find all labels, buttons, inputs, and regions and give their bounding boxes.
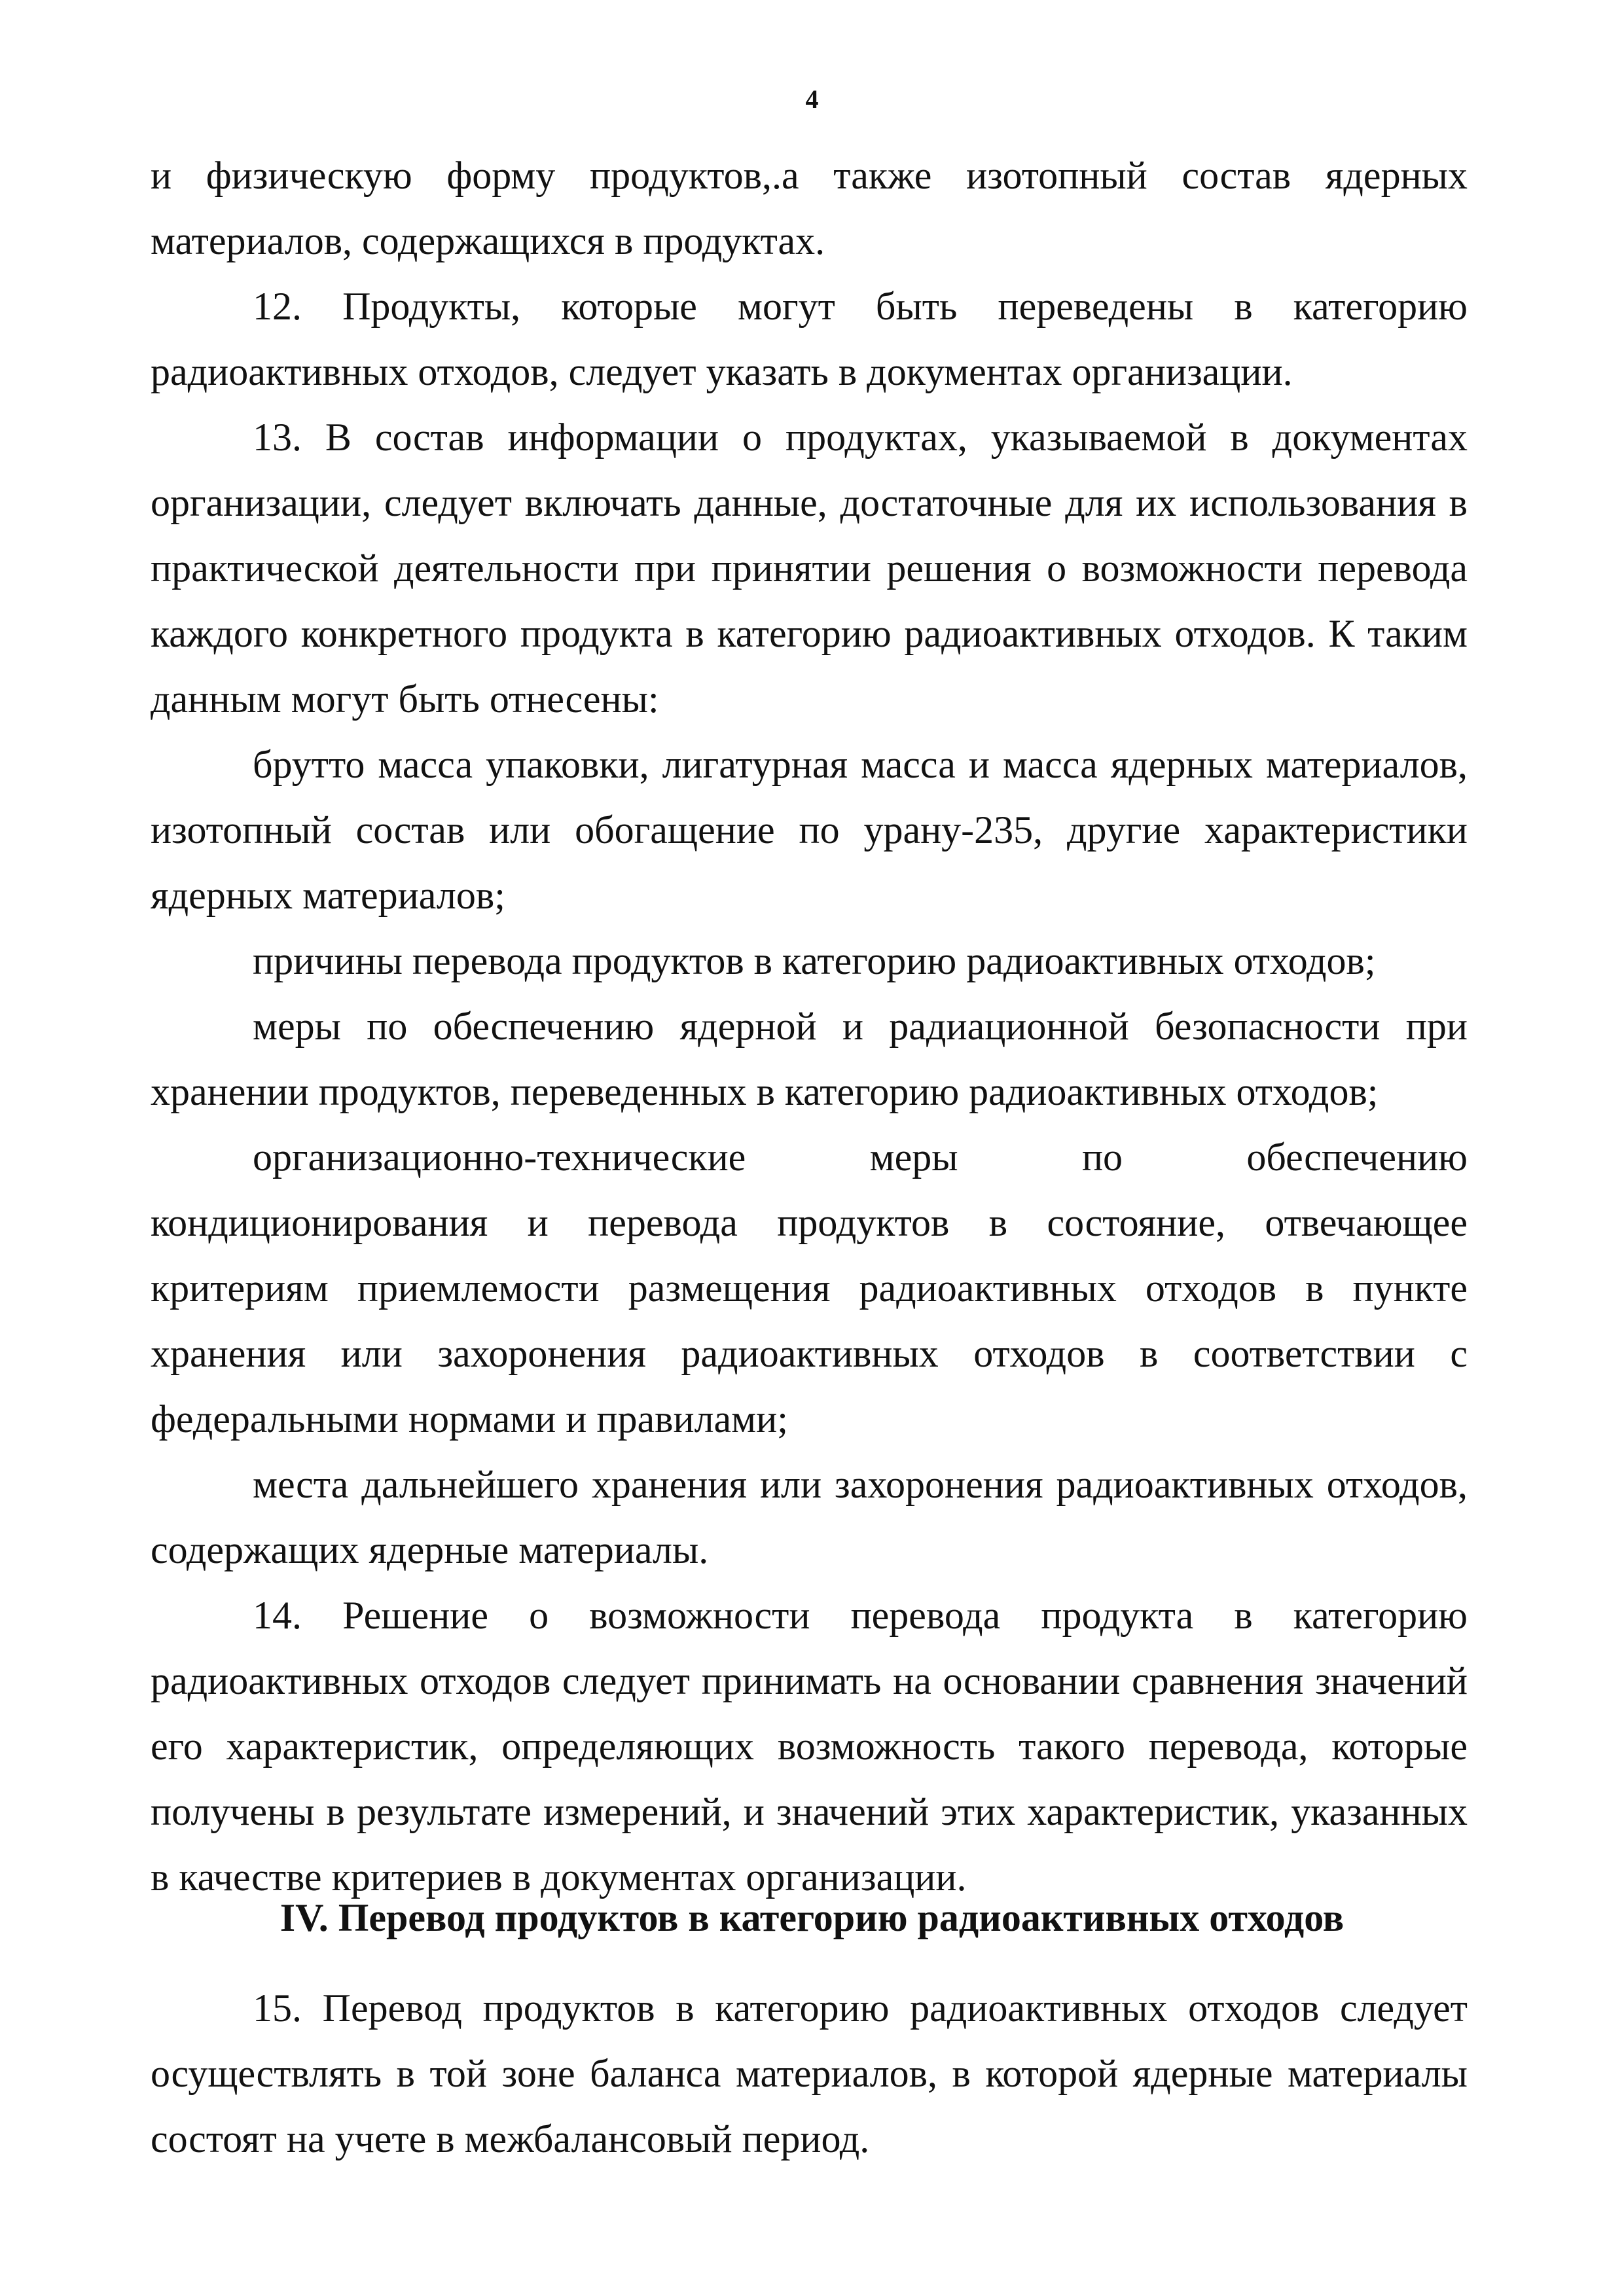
list-item-storage-places: места дальнейшего хранения или захоронения радиоактивных отходов, содержащих ядерные материалы.: [151, 1463, 1468, 1571]
paragraph-12: 12. Продукты, которые могут быть переведены в категорию радиоактивных отходов, следует указать в документах организации.: [151, 285, 1468, 393]
section-heading: IV. Перевод продуктов в категорию радиоактивных отходов: [280, 1896, 1344, 1939]
list-item-gross-mass: брутто масса упаковки, лигатурная масса и масса ядерных материалов, изотопный состав или обогащение по урану-235, другие характеристики ядерных материалов;: [151, 743, 1468, 917]
list-item-technical-measures: организационно-технические меры по обеспечению кондиционирования и перевода продуктов в состояние, отвечающее критериям приемлемости размещения радиоактивных отходов в пункте хранения или захоронения радиоактивных отходов в соответствии с федеральными нормами и правилами;: [151, 1136, 1468, 1441]
page-number: 4: [805, 84, 819, 114]
section-body-text: [151, 1975, 1468, 2172]
paragraph-15: 15. Перевод продуктов в категорию радиоактивных отходов следует осуществлять в той зоне баланса материалов, в которой ядерные материалы состоят на учете в межбалансовый период.: [151, 1986, 1468, 2161]
paragraph-continuation: и физическую форму продуктов,.а также изотопный состав ядерных материалов, содержащихся в продуктах.: [151, 154, 1468, 262]
list-item-safety-measures: меры по обеспечению ядерной и радиационной безопасности при хранении продуктов, переведенных в категорию радиоактивных отходов;: [151, 1005, 1468, 1113]
paragraph-13: 13. В состав информации о продуктах, указываемой в документах организации, следует включать данные, достаточные для их использования в практической деятельности при принятии решения о возможности перевода каждого конкретного продукта в категорию радиоактивных отходов. К таким данным могут быть отнесены:: [151, 416, 1468, 721]
paragraph-14: 14. Решение о возможности перевода продукта в категорию радиоактивных отходов следует принимать на основании сравнения значений его характеристик, определяющих возможность такого перевода, которые получены в результате измерений, и значений этих характеристик, указанных в качестве критериев в документах организации.: [151, 1594, 1468, 1899]
list-item-reasons: причины перевода продуктов в категорию радиоактивных отходов;: [253, 939, 1376, 982]
body-text: [151, 143, 1468, 1910]
